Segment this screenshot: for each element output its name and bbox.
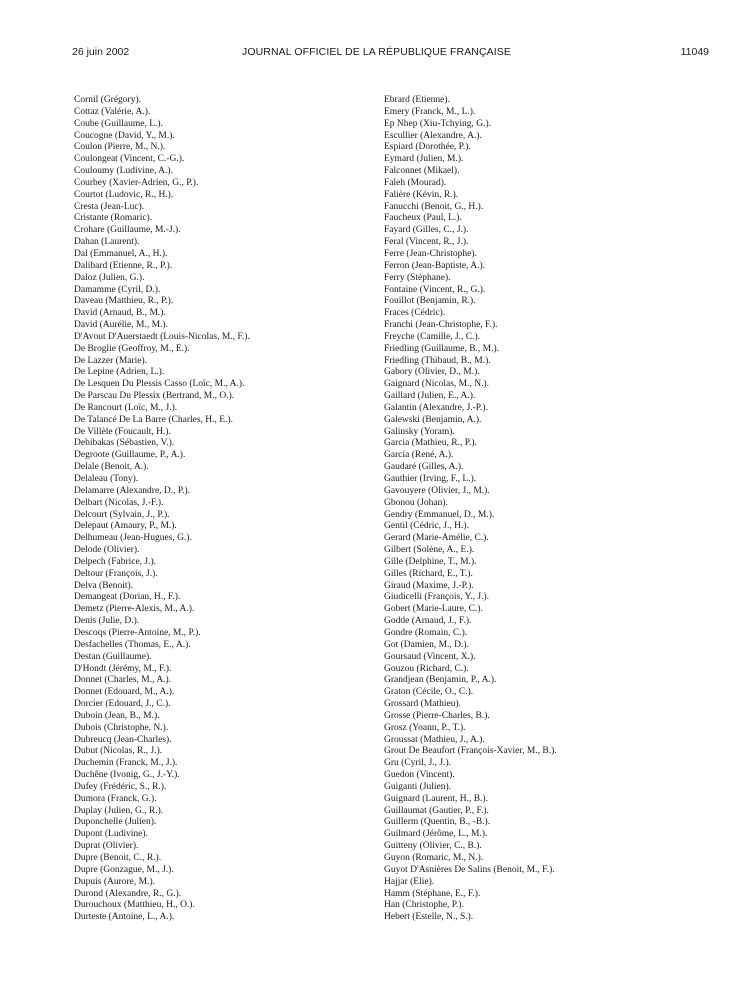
list-item: Dupont (Ludivine). xyxy=(74,829,148,840)
list-item: Falconnet (Mikael). xyxy=(384,166,460,177)
list-item: Galantin (Alexandre, J.-P.). xyxy=(384,402,488,413)
list-item: Coucogne (David, Y., M.). xyxy=(74,130,175,141)
list-item: David (Arnaud, B., M.). xyxy=(74,308,166,319)
list-item: Hamm (Stéphane, E., F.). xyxy=(384,888,481,899)
list-item: Guitteny (Olivier, C., B.). xyxy=(384,841,482,852)
list-item: Ebrard (Etienne). xyxy=(384,95,450,105)
list-item: Grandjean (Benjamin, P., A.). xyxy=(384,675,497,686)
list-item: Guilmard (Jérôme, L., M.). xyxy=(384,829,488,840)
list-item: Friedling (Guillaume, B., M.). xyxy=(384,343,500,354)
list-item: Feral (Vincent, R., J.). xyxy=(384,237,469,248)
list-item: Falière (Kévin, R.). xyxy=(384,189,459,200)
list-item: Gondre (Romain, C.). xyxy=(384,627,468,638)
list-item: Daloz (Julien, G.). xyxy=(74,272,145,283)
list-item: Guedon (Vincent). xyxy=(384,770,455,781)
list-item: Freyche (Camille, J., C.). xyxy=(384,331,481,342)
list-item: Duponchelle (Julien). xyxy=(74,817,157,828)
list-item: Deltour (François, J.). xyxy=(74,568,158,579)
list-item: Crohare (Guillaume, M.-J.). xyxy=(74,225,181,236)
list-item: Demetz (Pierre-Alexis, M., A.). xyxy=(74,604,195,615)
list-item: Gaillard (Julien, E., A.). xyxy=(384,391,476,402)
list-item: Gendry (Emmanuel, D., M.). xyxy=(384,509,495,520)
list-item: Guyon (Romaric, M., N.). xyxy=(384,853,484,863)
list-item: Escullier (Alexandre, A.). xyxy=(384,130,482,141)
list-item: Duprat (Olivier). xyxy=(74,841,139,852)
list-item: Duchêne (Ivonig, G., J.-Y.). xyxy=(74,770,180,781)
list-item: De Lazzer (Marie). xyxy=(74,355,148,366)
list-item: Debibakas (Sébastien, V.). xyxy=(74,438,175,449)
list-item: Dupuis (Aurore, M.). xyxy=(74,876,156,887)
list-item: Durouchoux (Matthieu, H., O.). xyxy=(74,900,195,911)
list-item: Guillerm (Quentin, B., -B.). xyxy=(384,817,491,828)
list-item: Dal (Emmanuel, A., H.). xyxy=(74,248,168,259)
list-item: Desfachelles (Thomas, E., A.). xyxy=(74,639,191,650)
list-item: Dahan (Laurent). xyxy=(74,237,140,248)
list-item: Durteste (Antoine, L., A.). xyxy=(74,912,175,923)
list-item: Descoqs (Pierre-Antoine, M., P.). xyxy=(74,627,201,638)
list-item: Dupre (Gonzague, M., J.). xyxy=(74,864,174,875)
list-item: Faleh (Mourad). xyxy=(384,177,447,188)
list-item: Giudicelli (François, Y., J.). xyxy=(384,592,490,603)
page-header xyxy=(0,46,753,62)
list-item: Espiard (Dorothée, P.). xyxy=(384,142,471,153)
list-item: Coulongeat (Vincent, C.-G.). xyxy=(74,154,185,165)
list-item: Eymard (Julien, M.). xyxy=(384,154,464,165)
list-item: Dubois (Christophe, N.). xyxy=(74,722,169,733)
list-item: Fouillot (Benjamin, R.). xyxy=(384,296,476,307)
list-item: Demangeat (Dorian, H., F.). xyxy=(74,592,181,603)
list-item: Duplay (Julien, G., R.). xyxy=(74,805,164,816)
list-item: Gille (Delphine, T., M.). xyxy=(384,556,477,567)
list-item: Delaleau (Tony). xyxy=(74,474,139,484)
list-item: Han (Christophe, P.). xyxy=(384,900,464,911)
list-item: De Parscau Du Plessix (Bertrand, M., O.). xyxy=(74,391,235,402)
list-item: Grout De Beaufort (François-Xavier, M., B.). xyxy=(384,746,557,757)
list-item: Galinsky (Yoram). xyxy=(384,426,455,437)
list-item: Cottaz (Valérie, A.). xyxy=(74,106,151,117)
header-page-number: 11049 xyxy=(680,46,709,58)
list-item: Delode (Olivier). xyxy=(74,545,140,556)
list-item: Garcia (Mathieu, R., P.). xyxy=(384,438,477,449)
list-item: Dorcier (Edouard, J., C.). xyxy=(74,699,171,710)
list-item: Daveau (Matthieu, R., P.). xyxy=(74,296,174,307)
list-item: Gru (Cyril, J., J.). xyxy=(384,758,452,769)
list-item: Degroote (Guillaume, P., A.). xyxy=(74,450,186,461)
list-item: Delcourt (Sylvain, J., P.). xyxy=(74,509,170,520)
list-item: Cresta (Jean-Luc). xyxy=(74,201,145,212)
list-item: Friedling (Thibaud, B., M.). xyxy=(384,355,491,366)
list-item: De Lepine (Adrien, L.). xyxy=(74,367,165,378)
list-item: Guiganti (Julien). xyxy=(384,781,452,792)
list-item: D'Avout D'Auerstaedt (Louis-Nicolas, M., F.). xyxy=(74,331,250,342)
list-item: Graton (Cécile, O., C.). xyxy=(384,687,474,698)
list-item: Fraces (Cédric). xyxy=(384,308,446,319)
list-item: De Villèle (Foucault, H.). xyxy=(74,426,171,437)
list-item: De Talancé De La Barre (Charles, H., E.). xyxy=(74,414,234,425)
list-item: Gabory (Olivier, D., M.). xyxy=(384,367,480,378)
list-item: De Broglie (Geoffroy, M., E.). xyxy=(74,343,190,354)
list-item: Gobert (Marie-Laure, C.). xyxy=(384,604,483,615)
list-item: Fayard (Gilles, C., J.). xyxy=(384,225,469,236)
list-item: Durond (Alexandre, R., G.). xyxy=(74,888,182,899)
list-item: Delale (Benoit, A.). xyxy=(74,462,149,473)
list-item: Coube (Guillaume, L.). xyxy=(74,118,163,129)
list-item: Dufey (Frédéric, S., R.). xyxy=(74,781,167,792)
list-item: Gouzou (Richard, C.). xyxy=(384,663,469,674)
list-item: Delepaut (Amaury, P., M.). xyxy=(74,521,177,532)
list-item: Guyot D'Asnières De Salins (Benoit, M., F.). xyxy=(384,864,555,875)
header-title: JOURNAL OFFICIEL DE LA RÉPUBLIQUE FRANÇAISE xyxy=(242,46,511,58)
list-item: Dalibard (Etienne, R., P.). xyxy=(74,260,173,271)
list-item: Gauthier (Irving, F., L.). xyxy=(384,474,477,484)
list-item: Donnet (Charles, M., A.). xyxy=(74,675,172,686)
list-item: Damamme (Cyril, D.). xyxy=(74,284,161,295)
list-item: Groussat (Mathieu, J., A.). xyxy=(384,734,485,745)
left-column xyxy=(74,95,374,924)
list-item: Donnet (Edouard, M., A.). xyxy=(74,687,175,698)
list-item: Courtot (Ludovic, R., H.). xyxy=(74,189,174,200)
list-item: Giraud (Maxime, J.-P.). xyxy=(384,580,474,591)
list-item: Dupre (Benoit, C., R.). xyxy=(74,853,162,863)
list-item: Duchemin (Franck, M., J.). xyxy=(74,758,178,769)
list-item: Dubut (Nicolas, R., J.). xyxy=(74,746,163,757)
list-item: Faucheux (Paul, L.). xyxy=(384,213,462,224)
list-item: Destan (Guillaume). xyxy=(74,651,152,662)
list-item: Got (Damien, M., D.). xyxy=(384,639,469,650)
list-item: Gerard (Marie-Amélie, C.). xyxy=(384,533,489,544)
header-date: 26 juin 2002 xyxy=(72,46,130,58)
list-item: Guillaumat (Gautier, P., F.). xyxy=(384,805,489,816)
list-item: Denis (Julie, D.). xyxy=(74,616,140,627)
list-item: Hebert (Estelle, N., S.). xyxy=(384,912,474,923)
list-item: Galewski (Benjamin, A.). xyxy=(384,414,482,425)
list-item: Goursaud (Vincent, X.). xyxy=(384,651,476,662)
list-item: Emery (Franck, M., L.). xyxy=(384,106,476,117)
list-item: David (Aurélie, M., M.). xyxy=(74,320,168,331)
list-item: Fontaine (Vincent, R., G.). xyxy=(384,284,486,295)
list-item: Delva (Benoit). xyxy=(74,580,134,591)
list-item: Dumora (Franck, G.). xyxy=(74,793,157,804)
list-item: Grossard (Mathieu). xyxy=(384,699,462,710)
list-item: Cristante (Romaric). xyxy=(74,213,153,224)
list-item: Guignard (Laurent, H., B.). xyxy=(384,793,488,804)
list-item: Delpech (Fabrice, J.). xyxy=(74,556,157,567)
list-item: Couloumy (Ludivine, A.). xyxy=(74,166,173,177)
list-item: Dubreucq (Jean-Charles). xyxy=(74,734,172,745)
list-item: De Lesquen Du Plessis Casso (Loïc, M., A.). xyxy=(74,379,245,390)
list-item: Gaignard (Nicolas, M., N.). xyxy=(384,379,490,390)
list-item: Grosse (Pierre-Charles, B.). xyxy=(384,710,490,721)
list-item: Ferry (Stéphane). xyxy=(384,272,451,283)
list-item: Gilbert (Solène, A., E.). xyxy=(384,545,475,556)
list-item: Gavouyere (Olivier, J., M.). xyxy=(384,485,490,496)
list-item: Ferron (Jean-Baptiste, A.). xyxy=(384,260,486,271)
list-item: Ep Nhep (Xiu-Tchying, G.). xyxy=(384,118,491,129)
list-item: Hajjar (Elie). xyxy=(384,876,435,887)
list-item: Franchi (Jean-Christophe, F.). xyxy=(384,320,498,331)
list-item: Gaudaré (Gilles, A.). xyxy=(384,462,464,473)
list-item: Duboin (Jean, B., M.). xyxy=(74,710,160,721)
list-item: D'Hondt (Jérémy, M., F.). xyxy=(74,663,172,674)
list-item: Cornil (Grégory). xyxy=(74,95,142,105)
list-item: Gentil (Cédric, J., H.). xyxy=(384,521,469,532)
list-item: Coulon (Pierre, M., N.). xyxy=(74,142,166,153)
list-item: Delamarre (Alexandre, D., P.). xyxy=(74,485,191,496)
list-item: Gilles (Richard, E., T.). xyxy=(384,568,473,579)
list-item: Courbey (Xavier-Adrien, G., P.). xyxy=(74,177,199,188)
list-item: Grosz (Yoann, P., T.). xyxy=(384,722,466,733)
list-item: Ferre (Jean-Christophe). xyxy=(384,248,477,259)
list-item: Delhumeau (Jean-Hugues, G.). xyxy=(74,533,192,544)
list-item: Fanucchi (Benoit, G., H.). xyxy=(384,201,484,212)
list-item: Garcia (René, A.). xyxy=(384,450,454,461)
right-column xyxy=(384,95,714,924)
list-item: Gbonou (Johan). xyxy=(384,497,448,508)
list-item: Godde (Arnaud, J., F.). xyxy=(384,616,472,627)
list-item: Delbart (Nicolas, J.-F.). xyxy=(74,497,164,508)
list-item: De Rancourt (Loïc, M., J.). xyxy=(74,402,178,413)
